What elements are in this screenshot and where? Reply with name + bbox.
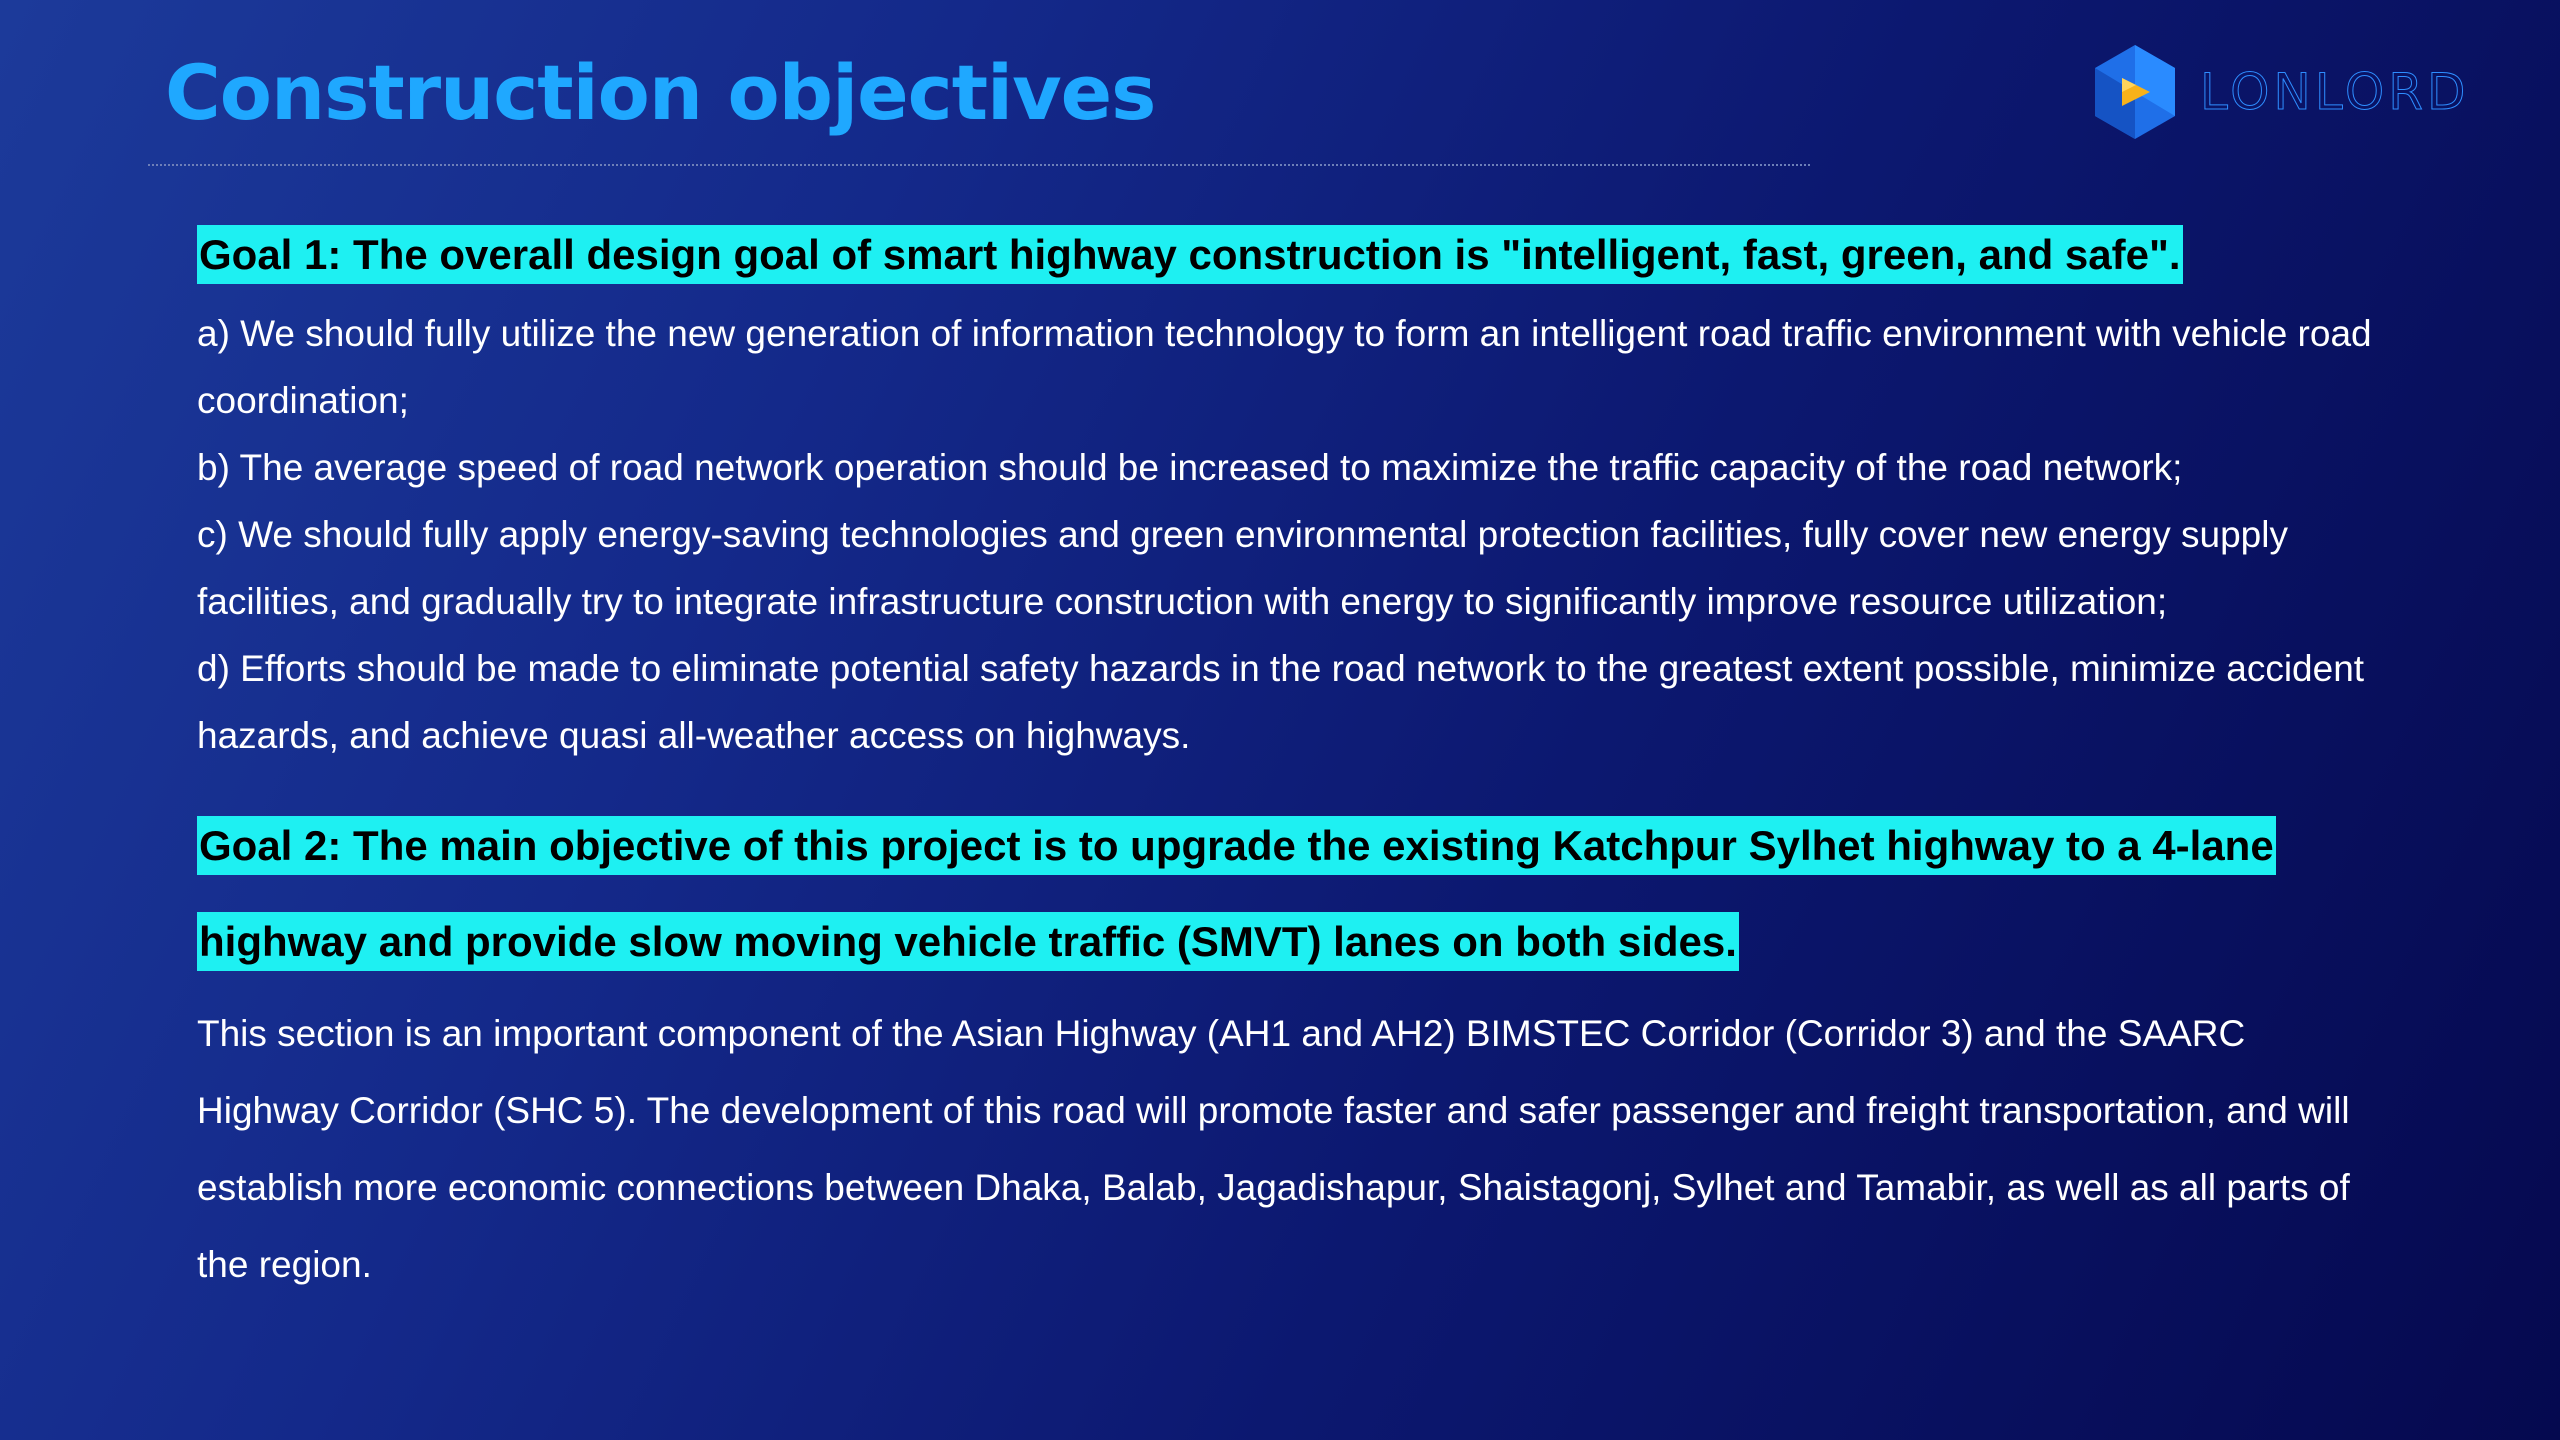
- slide-title: Construction objectives: [165, 48, 1156, 137]
- goal-1-item-a: a) We should fully utilize the new generation of information technology to form an intelligent road traffic environment with vehicle road coordination;: [197, 313, 2372, 421]
- goal-2-paragraph: This section is an important component of the Asian Highway (AH1 and AH2) BIMSTEC Corridor (Corridor 3) and the SAARC Highway Corridor (SHC 5). The development of this road will promote faster and safer passenger and freight transportation, and will establish more economic connections between Dhaka, Balab, Jagadishapur, Shaistagonj, Sylhet and Tamabir, as well as all parts of the region.: [197, 1013, 2350, 1285]
- lonlord-hexagon-logo-icon: [2090, 42, 2180, 142]
- logo-wordmark: LONLORD: [2200, 63, 2470, 121]
- company-logo: [2090, 42, 2530, 142]
- goal-1-list: [197, 300, 2377, 769]
- goal-1-item-d: d) Efforts should be made to eliminate potential safety hazards in the road network to the greatest extent possible, minimize accident hazards, and achieve quasi all-weather access on highways.: [197, 648, 2365, 756]
- title-divider: [148, 164, 1810, 166]
- goal-1-item-b: b) The average speed of road network operation should be increased to maximize the traffic capacity of the road network;: [197, 447, 2183, 488]
- goal-1-item-c: c) We should fully apply energy-saving technologies and green environmental protection facilities, fully cover new energy supply facilities, and gradually try to integrate infrastructure construction with energy to significantly improve resource utilization;: [197, 514, 2288, 622]
- goal-2-heading-block: [197, 803, 2377, 995]
- main-content: [197, 220, 2377, 1303]
- goal-1-heading: Goal 1: The overall design goal of smart highway construction is "intelligent, fast, green, and safe".: [197, 225, 2183, 284]
- goal-2-heading: Goal 2: The main objective of this project is to upgrade the existing Katchpur Sylhet highway to a 4-lane highway and provide slow moving vehicle traffic (SMVT) lanes on both sides.: [197, 816, 2276, 971]
- goal-1-heading-block: [197, 220, 2377, 300]
